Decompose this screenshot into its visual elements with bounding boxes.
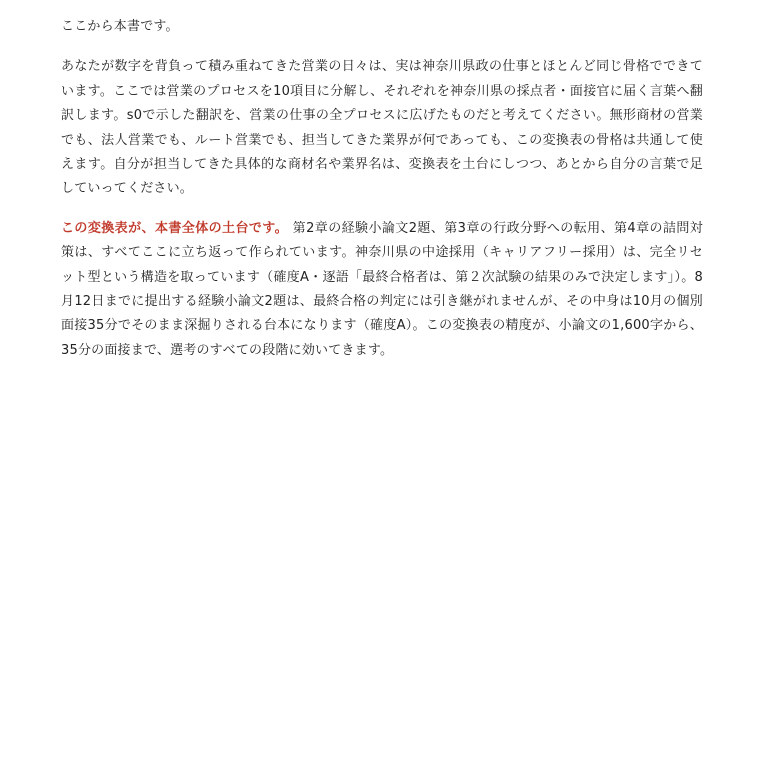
emphasis-lead: この変換表が、本書全体の土台です。 — [61, 220, 289, 236]
body-paragraph-1: あなたが数字を背負って積み重ねてきた営業の日々は、実は神奈川県政の仕事とほとんど同じ骨格でできています。ここでは営業のプロセスを10項目に分解し、それぞれを神奈川県の採点者・面接官に届く言葉へ翻訳します。s0で示した翻訳を、営業の仕事の全プロセスに広げたものだと考えてください。無形商材の営業でも、法人営業でも、ルート営業でも、担当してきた業界が何であっても、この変換表の骨格は共通して使えます。自分が担当してきた具体的な商材名や業界名は、変換表を土台にしつつ、あとから自分の言葉で足していってください。 — [61, 59, 703, 197]
intro-line: ここから本書です。 — [61, 19, 179, 34]
body-paragraph-2 — [61, 217, 703, 363]
body-paragraph-2-text: 第2章の経験小論文2題、第3章の行政分野への転用、第4章の詰問対策は、すべてここに立ち返って作られています。神奈川県の中途採用（キャリアフリー採用）は、完全リセット型という構造を取っています（確度A・逐語「最終合格者は、第２次試験の結果のみで決定します」）。8月12日までに提出する経験小論文2題は、最終合格の判定には引き継がれませんが、その中身は10月の個別面接35分でそのまま深掘りされる台本になります（確度A）。この変換表の精度が、小論文の1,600字から、35分の面接まで、選考のすべての段階に効いてきます。 — [61, 220, 703, 358]
